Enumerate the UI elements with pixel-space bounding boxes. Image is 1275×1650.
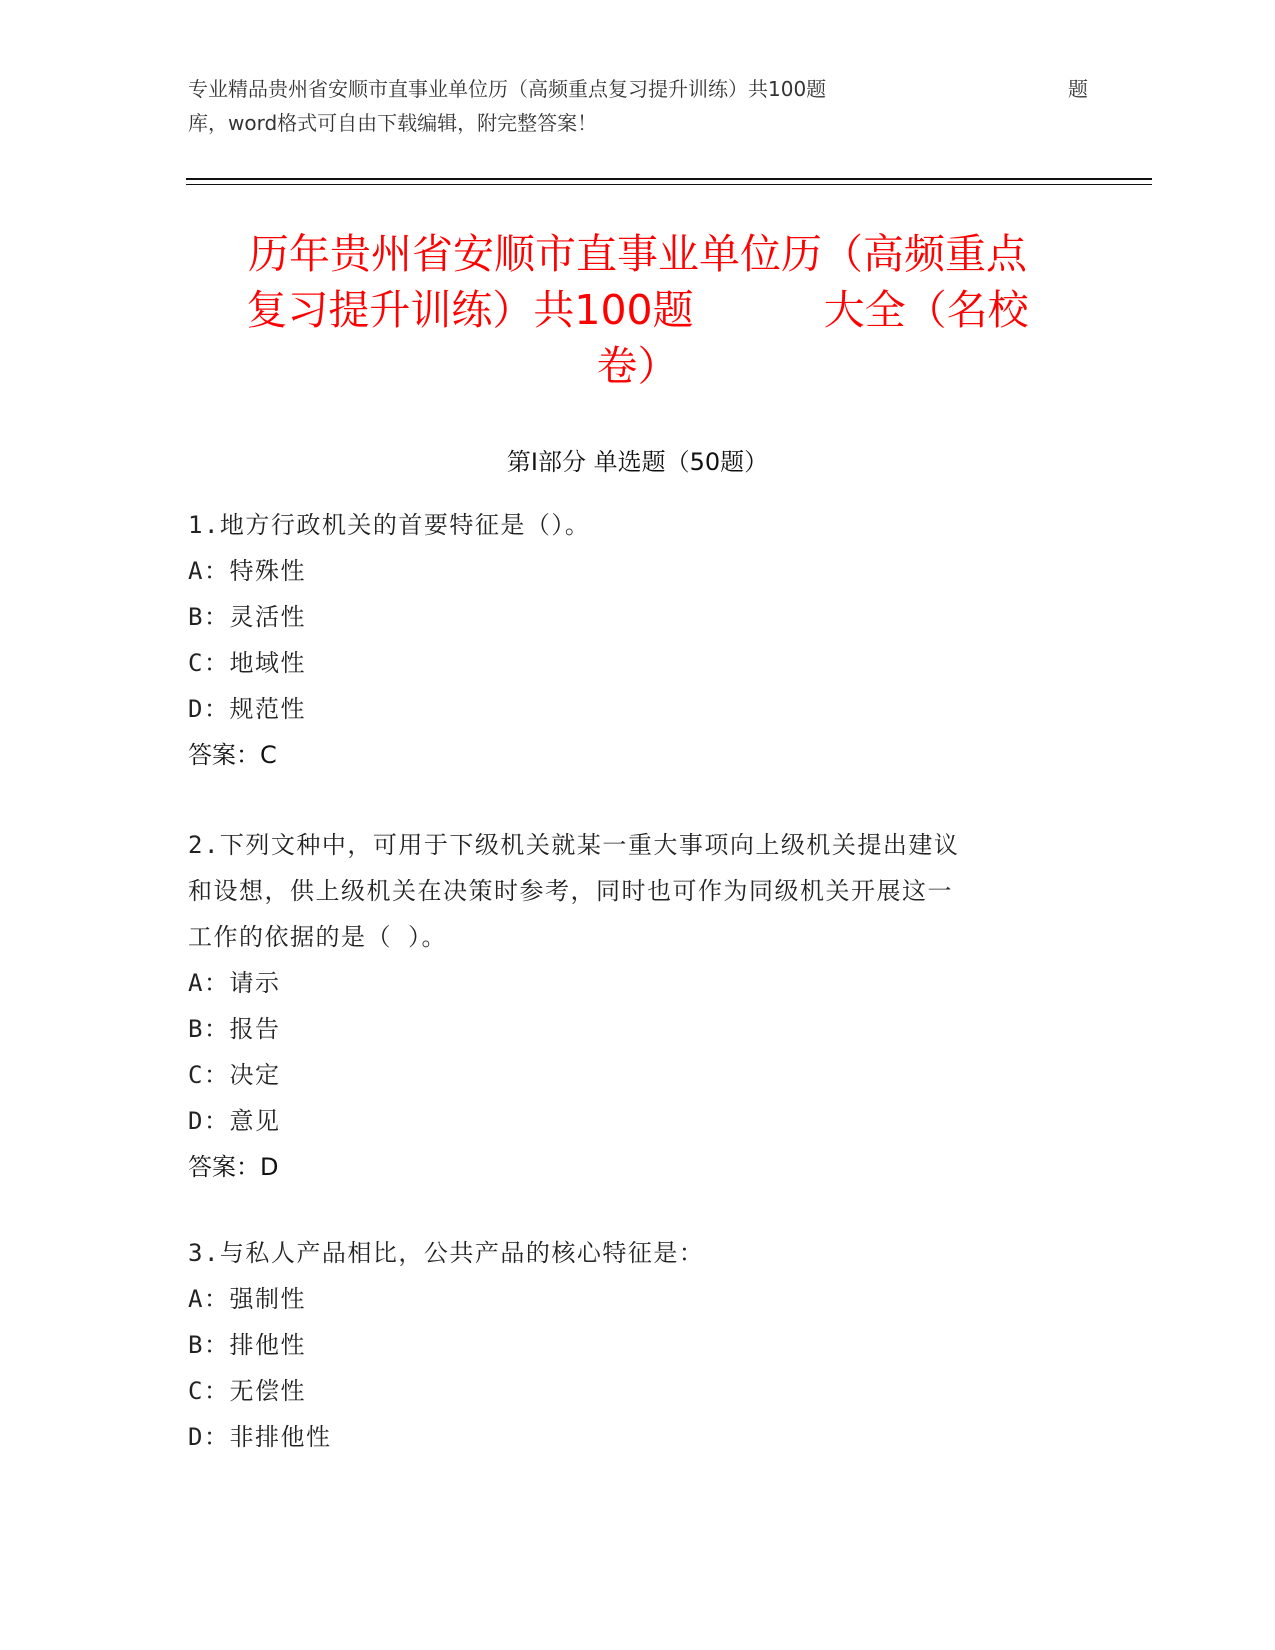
question-stem-line-2: 和设想，供上级机关在决策时参考，同时也可作为同级机关开展这一 [188, 877, 953, 905]
option-b: B：灵活性 [188, 603, 306, 631]
option-d: D：意见 [188, 1107, 281, 1135]
question-3 [188, 1230, 1068, 1460]
document-title [190, 226, 1085, 394]
title-line-2-part-a: 复习提升训练）共100题 [246, 286, 694, 334]
question-stem: 1.地方行政机关的首要特征是（）。 [188, 511, 591, 539]
title-line-2 [190, 282, 1085, 338]
question-1 [188, 502, 1068, 778]
option-a: A：请示 [188, 969, 281, 997]
question-stem-line-3: 工作的依据的是（ ）。 [188, 923, 447, 951]
question-stem-line-1: 2.下列文种中，可用于下级机关就某一重大事项向上级机关提出建议 [188, 831, 960, 859]
header-rule-thick [186, 178, 1152, 180]
header-rule-thin [186, 184, 1152, 185]
title-line-1: 历年贵州省安顺市直事业单位历（高频重点 [248, 230, 1027, 278]
option-c: C：地域性 [188, 649, 306, 677]
title-line-2-part-b: 大全（名校 [823, 286, 1029, 334]
page-header [188, 72, 1088, 140]
header-text-right: 题 [1068, 77, 1088, 101]
question-stem: 3.与私人产品相比，公共产品的核心特征是： [188, 1239, 705, 1267]
section-title: 第Ⅰ部分 单选题（50题） [506, 448, 769, 476]
option-c: C：决定 [188, 1061, 281, 1089]
option-b: B：排他性 [188, 1331, 306, 1359]
answer: 答案：D [188, 1153, 279, 1181]
option-c: C：无偿性 [188, 1377, 306, 1405]
header-text-left: 专业精品贵州省安顺市直事业单位历（高频重点复习提升训练）共100题 [188, 77, 827, 101]
option-d: D：非排他性 [188, 1423, 332, 1451]
option-b: B：报告 [188, 1015, 281, 1043]
option-a: A：特殊性 [188, 557, 306, 585]
question-2 [188, 822, 1068, 1190]
title-line-3: 卷） [596, 342, 679, 390]
option-d: D：规范性 [188, 695, 306, 723]
option-a: A：强制性 [188, 1285, 306, 1313]
header-line-2: 库，word格式可自由下载编辑，附完整答案！ [188, 111, 598, 135]
answer: 答案：C [188, 741, 277, 769]
header-line-1 [188, 72, 1088, 106]
